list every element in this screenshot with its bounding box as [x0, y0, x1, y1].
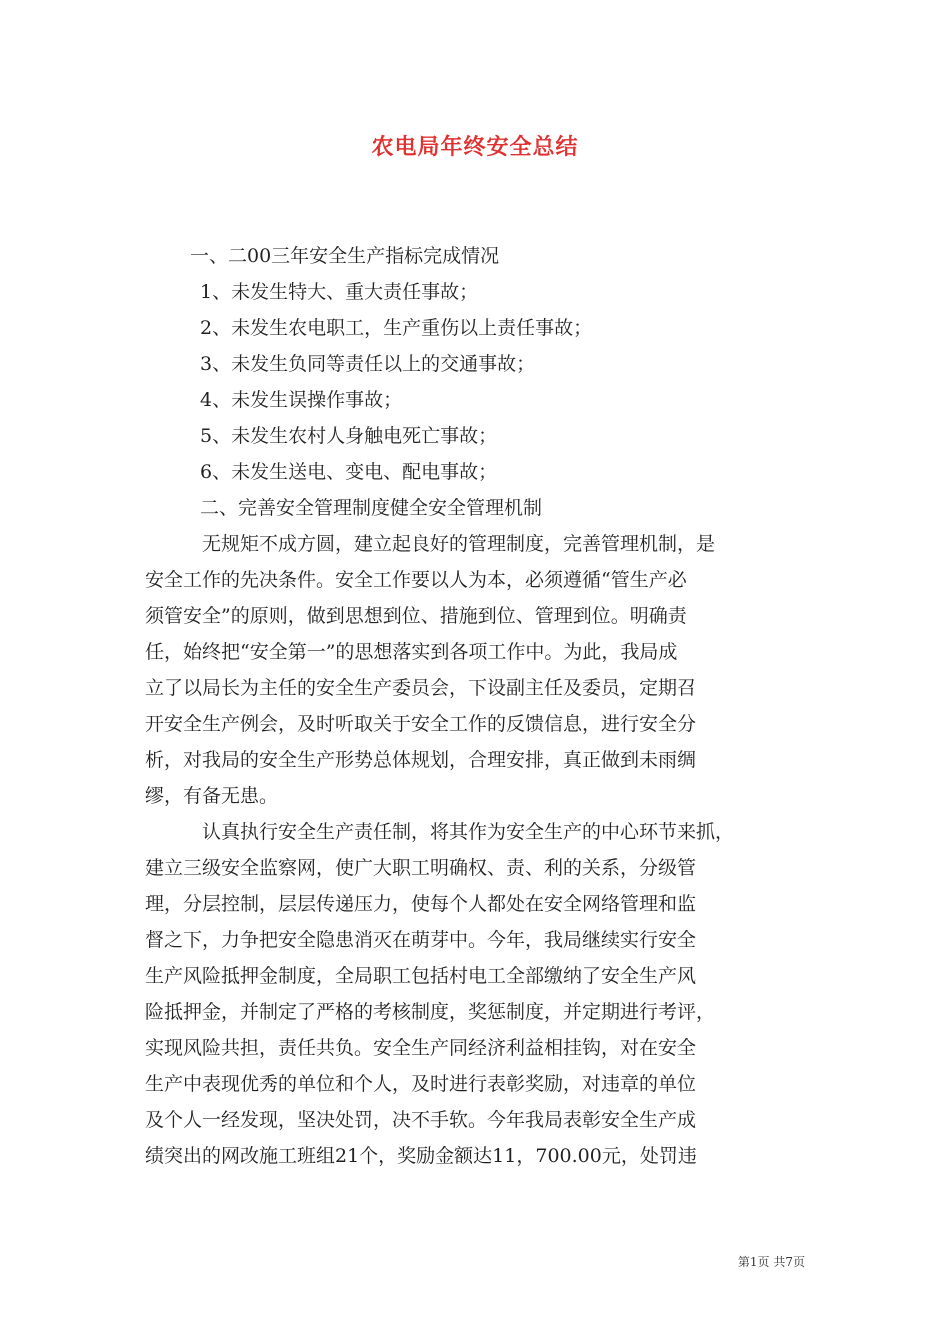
paragraph-line: 建立三级安全监察网，使广大职工明确权、责、利的关系，分级管 — [145, 857, 697, 879]
paragraph-line: 任，始终把“安全第一”的思想落实到各项工作中。为此，我局成 — [145, 641, 678, 663]
paragraph-line: 险抵押金，并制定了严格的考核制度，奖惩制度，并定期进行考评， — [145, 1001, 716, 1023]
list-item: 4、未发生误操作事故； — [200, 389, 403, 411]
paragraph-line: 缪，有备无患。 — [145, 785, 279, 807]
paragraph-line: 及个人一经发现，坚决处罚，决不手软。今年我局表彰安全生产成 — [145, 1109, 697, 1131]
paragraph-line: 生产中表现优秀的单位和个人，及时进行表彰奖励，对违章的单位 — [145, 1073, 697, 1095]
paragraph-line: 无规矩不成方圆，建立起良好的管理制度，完善管理机制，是 — [202, 533, 716, 555]
paragraph-1 — [145, 526, 810, 814]
paragraph-line: 督之下，力争把安全隐患消灭在萌芽中。今年，我局继续实行安全 — [145, 929, 697, 951]
document-title: 农电局年终安全总结 — [371, 134, 579, 160]
list-item: 3、未发生负同等责任以上的交通事故； — [200, 353, 536, 375]
paragraph-line: 认真执行安全生产责任制，将其作为安全生产的中心环节来抓， — [202, 821, 735, 843]
paragraph-line: 安全工作的先决条件。安全工作要以人为本，必须遵循“管生产必 — [145, 569, 687, 591]
list-item: 6、未发生送电、变电、配电事故； — [200, 461, 498, 483]
document-body — [145, 238, 810, 1174]
section-heading-2: 二、完善安全管理制度健全安全管理机制 — [200, 497, 543, 519]
list-item: 2、未发生农电职工，生产重伤以上责任事故； — [200, 317, 593, 339]
paragraph-line: 实现风险共担，责任共负。安全生产同经济利益相挂钩，对在安全 — [145, 1037, 697, 1059]
paragraph-2 — [145, 814, 810, 1174]
list-item: 1、未发生特大、重大责任事故； — [200, 281, 479, 303]
section-heading-1: 一、二00三年安全生产指标完成情况 — [190, 245, 500, 267]
list-item: 5、未发生农村人身触电死亡事故； — [200, 425, 498, 447]
paragraph-line: 生产风险抵押金制度，全局职工包括村电工全部缴纳了安全生产风 — [145, 965, 697, 987]
paragraph-line: 析，对我局的安全生产形势总体规划，合理安排，真正做到未雨绸 — [145, 749, 697, 771]
page-number-footer: 第1页 共7页 — [737, 1255, 805, 1269]
paragraph-line: 开安全生产例会，及时听取关于安全工作的反馈信息，进行安全分 — [145, 713, 697, 735]
paragraph-line: 绩突出的网改施工班组21个，奖励金额达11，700.00元，处罚违 — [145, 1145, 697, 1167]
paragraph-line: 须管安全”的原则，做到思想到位、措施到位、管理到位。明确责 — [145, 605, 687, 627]
paragraph-line: 立了以局长为主任的安全生产委员会，下设副主任及委员，定期召 — [145, 677, 697, 699]
paragraph-line: 理，分层控制，层层传递压力，使每个人都处在安全网络管理和监 — [145, 893, 697, 915]
